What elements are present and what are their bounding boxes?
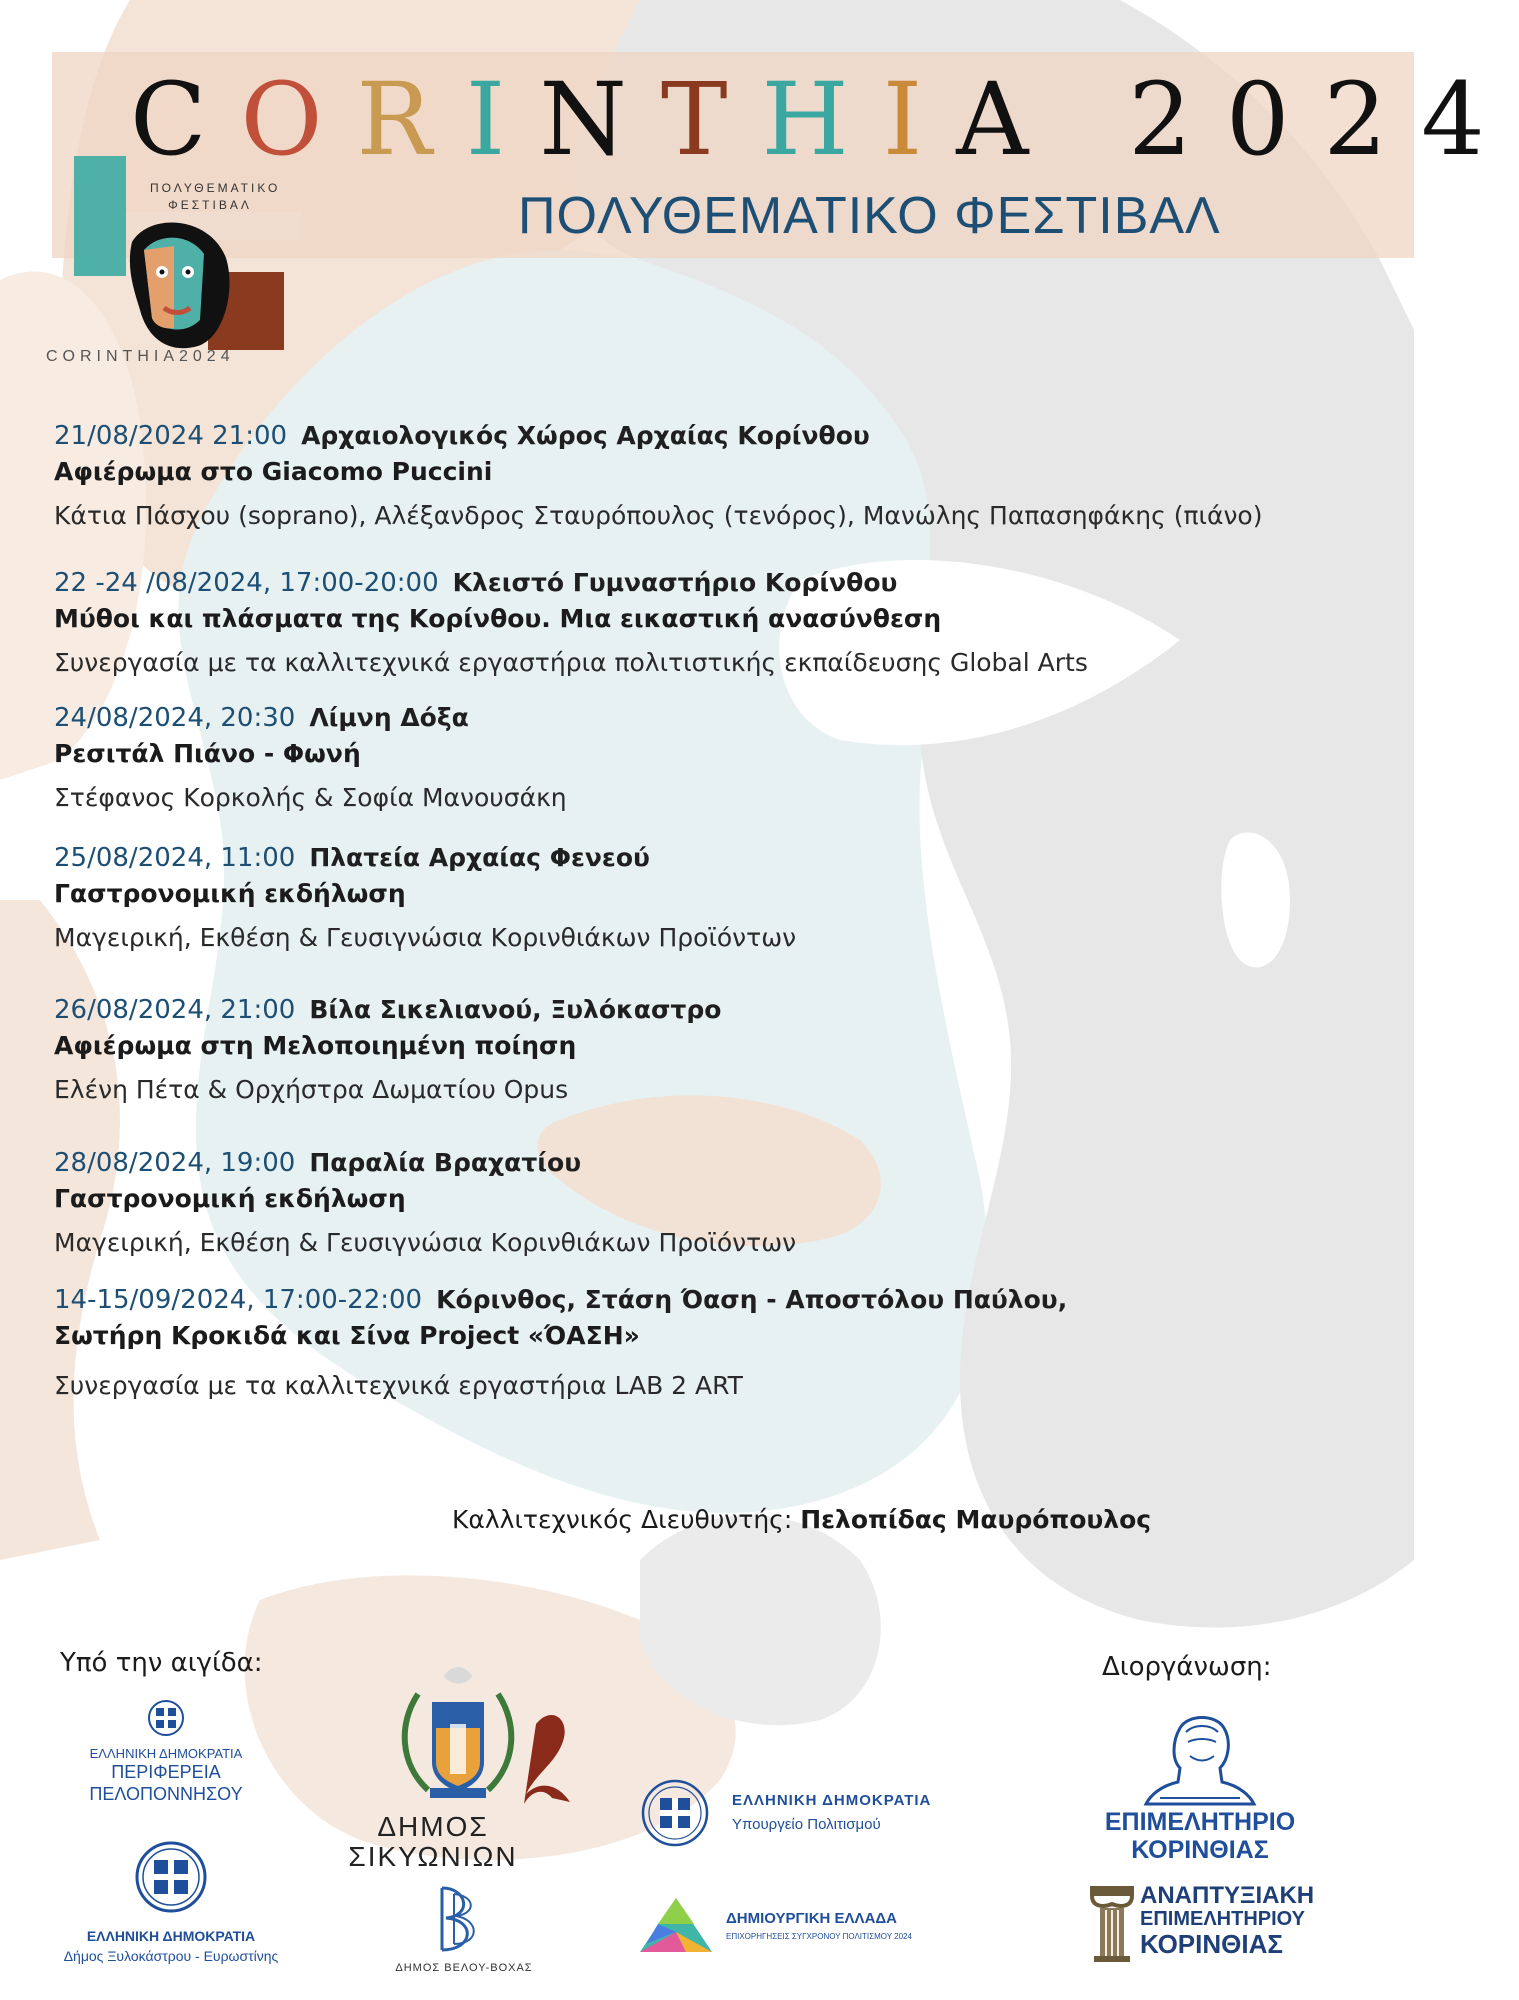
culture-ministry-logo [640,1778,940,1848]
logo-text-1: ΠΟΛΥΘΕΜΑΤΙΚΟ [150,181,281,195]
logo-brand-text: CORINTHIA2024 [46,348,235,365]
event-item [54,700,1394,816]
creative-greece-icon [636,1894,716,1958]
event-venue: Αρχαιολογικός Χώρος Αρχαίας Κορίνθου [301,421,870,450]
event-date: 28/08/2024, 19:00 [54,1148,296,1178]
chamber-corinthia-logo [1090,1712,1310,1864]
event-title: Γαστρονομική εκδήλωση [54,879,406,908]
title-letter: H [761,61,883,178]
title-letter: O [240,61,357,178]
aegis-label: Υπό την αιγίδα: [60,1648,263,1678]
event-title: Σωτήρη Κροκιδά και Σίνα Project «ΌΑΣΗ» [54,1321,640,1350]
sikyon-logo [348,1664,588,1872]
event-date: 26/08/2024, 21:00 [54,995,296,1025]
event-date: 21/08/2024 21:00 [54,421,288,451]
event-item [54,565,1394,681]
event-item [54,1145,1394,1261]
event-date: 24/08/2024, 20:30 [54,703,296,733]
development-company-logo [1088,1884,1318,1964]
event-title: Αφιέρωμα στο Giacomo Puccini [54,457,493,486]
director-label: Καλλιτεχνικός Διευθυντής: [452,1505,793,1534]
title-letter: I [465,61,540,178]
festival-logo [40,150,290,380]
event-venue: Λίμνη Δόξα [309,703,469,732]
peloponnese-line1: ΕΛΛΗΝΙΚΗ ΔΗΜΟΚΡΑΤΙΑ [89,1746,243,1761]
event-item [54,418,1394,534]
dev-line3: ΚΟΡΙΝΘΙΑΣ [1140,1929,1283,1959]
event-item [54,840,1394,956]
title-letter: N [539,61,661,178]
event-details: Μαγειρική, Εκθέση & Γευσιγνώσια Κορινθιάκων Προϊόντων [54,923,797,952]
greek-emblem-icon [56,1836,286,1918]
event-venue: Παραλία Βραχατίου [309,1148,582,1177]
artistic-director [452,1505,1151,1534]
event-details: Ελένη Πέτα & Ορχήστρα Δωματίου Opus [54,1075,569,1104]
title-letter: 0 [1225,61,1324,178]
title-letter [1062,61,1128,178]
xylokastro-line2: Δήμος Ξυλοκάστρου - Ευρωστίνης [63,1948,279,1964]
event-venue: Βίλα Σικελιανού, Ξυλόκαστρο [309,995,722,1024]
bust-portrait-icon [1090,1712,1310,1804]
xylokastro-line1: ΕΛΛΗΝΙΚΗ ΔΗΜΟΚΡΑΤΙΑ [86,1928,256,1944]
title-letter: 4 [1421,61,1519,178]
dev-line2: ΕΠΙΜΕΛΗΤΗΡΙΟΥ [1140,1908,1306,1930]
column-capital-icon [1088,1884,1136,1964]
event-date: 25/08/2024, 11:00 [54,843,296,873]
dev-line1: ΑΝΑΠΤΥΞΙΑΚΗ [1140,1882,1315,1909]
title-letter: A [956,61,1063,178]
peloponnese-logo [66,1698,266,1805]
event-venue: Πλατεία Αρχαίας Φενεού [309,843,650,872]
creative-greece-logo [636,1894,946,1958]
event-title: Μύθοι και πλάσματα της Κορίνθου. Μια εικαστική ανασύνθεση [54,604,942,633]
event-item [54,1282,1394,1404]
creative-line2: ΕΠΙΧΟΡΗΓΗΣΕΙΣ ΣΥΓΧΡΟΝΟΥ ΠΟΛΙΤΙΣΜΟΥ 2024 [726,1932,912,1941]
greek-emblem-icon [640,1778,710,1848]
event-venue: Κλειστό Γυμναστήριο Κορίνθου [452,568,898,597]
event-details: Κάτια Πάσχου (soprano), Αλέξανδρος Σταυρόπουλος (τενόρος), Μανώλης Παπασηφάκης (πιάνο) [54,501,1263,530]
chamber-line2: ΚΟΡΙΝΘΙΑΣ [1131,1836,1269,1864]
event-venue: Κόρινθος, Στάση Όαση - Αποστόλου Παύλου, [436,1285,1068,1314]
organizer-label: Διοργάνωση: [1102,1652,1272,1682]
title-letter: R [356,61,466,178]
event-details: Συνεργασία με τα καλλιτεχνικά εργαστήρια πολιτιστικής εκπαίδευσης Global Arts [54,648,1088,677]
peloponnese-line3: ΠΕΛΟΠΟΝΝΗΣΟΥ [89,1784,243,1804]
title-letter: 2 [1128,61,1226,178]
title-letter: 2 [1323,61,1422,178]
sikyon-line1: ΔΗΜΟΣ [377,1811,489,1842]
festival-title [130,60,1519,180]
creative-line1: ΔΗΜΙΟΥΡΓΙΚΗ ΕΛΛΑΔΑ [726,1910,898,1927]
festival-subtitle: ΠΟΛΥΘΕΜΑΤΙΚΟ ΦΕΣΤΙΒΑΛ [518,187,1221,245]
event-title: Γαστρονομική εκδήλωση [54,1184,406,1213]
culture-line1: ΕΛΛΗΝΙΚΗ ΔΗΜΟΚΡΑΤΙΑ [732,1792,932,1809]
peloponnese-line2: ΠΕΡΙΦΕΡΕΙΑ [111,1762,221,1782]
velo-b-monogram-icon [384,1886,544,1952]
event-title: Αφιέρωμα στη Μελοποιημένη ποίηση [54,1031,577,1060]
title-letter: T [660,61,762,178]
greek-emblem-icon [66,1698,266,1738]
title-letter: I [882,61,957,178]
event-date: 14-15/09/2024, 17:00-22:00 [54,1285,423,1315]
event-details: Συνεργασία με τα καλλιτεχνικά εργαστήρια LAB 2 ART [54,1371,743,1400]
title-letter: C [130,61,241,178]
velo-vocha-logo [384,1886,544,1974]
director-name: Πελοπίδας Μαυρόπουλος [800,1505,1152,1534]
chamber-line1: ΕΠΙΜΕΛΗΤΗΡΙΟ [1104,1808,1296,1836]
xylokastro-logo [56,1836,286,1964]
event-details: Μαγειρική, Εκθέση & Γευσιγνώσια Κορινθιάκων Προϊόντων [54,1228,797,1257]
event-details: Στέφανος Κορκολής & Σοφία Μανουσάκη [54,783,567,812]
logo-text-2: ΦΕΣΤΙΒΑΛ [168,198,252,212]
event-item [54,992,1394,1108]
culture-line2: Υπουργείο Πολιτισμού [732,1816,881,1833]
sikyon-line2: ΣΙΚΥΩΝΙΩΝ [348,1841,518,1872]
event-title: Ρεσιτάλ Πιάνο - Φωνή [54,739,361,768]
event-date: 22 -24 /08/2024, 17:00-20:00 [54,568,439,598]
velo-name: ΔΗΜΟΣ ΒΕΛΟΥ-ΒΟΧΑΣ [395,1962,533,1974]
sikyon-crest-icon [348,1664,588,1808]
